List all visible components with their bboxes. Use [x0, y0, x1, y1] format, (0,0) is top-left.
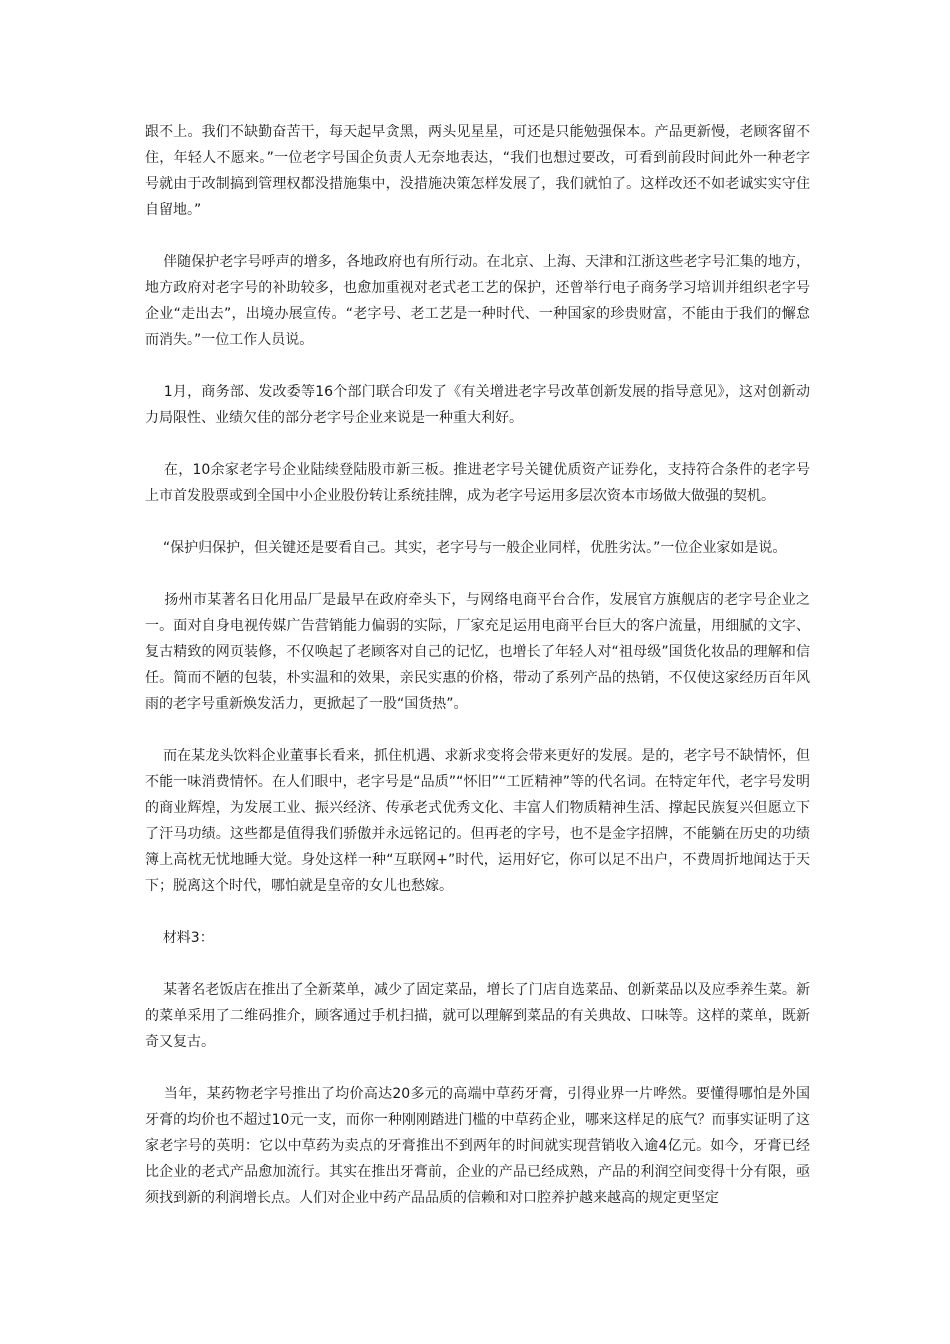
- paragraph-4: 在，10余家老字号企业陆续登陆股市新三板。推进老字号关键优质资产证券化，支持符合条件的老字号上市首发股票或到全国中小企业股份转让系统挂牌，成为老字号运用多层次资本市场做大做强的契机。: [145, 462, 810, 504]
- paragraph-1: 跟不上。我们不缺勤奋苦干，每天起早贪黑，两头见星星，可还是只能勉强保本。产品更新慢，老顾客留不住，年轻人不愿来。”一位老字号国企负责人无奈地表达，“我们也想过要改，可看到前段时间此外一种老字号就由于改制搞到管理权都没措施集中，没措施决策怎样发展了，我们就怕了。这样改还不如老诚实实守住自留地。”: [145, 124, 810, 218]
- paragraph-9: 当年，某药物老字号推出了均价高达20多元的高端中草药牙膏，引得业界一片哗然。要懂得哪怕是外国牙膏的均价也不超过10元一支，而你一种刚刚踏进门槛的中草药企业，哪来这样足的底气？而事实证明了这家老字号的英明：它以中草药为卖点的牙膏推出不到两年的时间就实现营销收入逾4亿元。如今，牙膏已经比企业的老式产品愈加流行。其实在推出牙膏前，企业的产品已经成熟，产品的利润空间变得十分有限，亟须找到新的利润增长点。人们对企业中药产品品质的信赖和对口腔养护越来越高的规定更坚定: [145, 1086, 810, 1206]
- paragraph-3: 1月，商务部、发改委等16个部门联合印发了《有关增进老字号改革创新发展的指导意见》，这对创新动力局限性、业绩欠佳的部分老字号企业来说是一种重大利好。: [145, 384, 810, 426]
- paragraph-8: 某著名老饭店在推出了全新菜单，减少了固定菜品，增长了门店自选菜品、创新菜品以及应季养生菜。新的菜单采用了二维码推介，顾客通过手机扫描，就可以理解到菜品的有关典故、口味等。这样的菜单，既新奇又复古。: [145, 982, 810, 1050]
- paragraph-6: 扬州市某著名日化用品厂是最早在政府牵头下，与网络电商平台合作，发展官方旗舰店的老字号企业之一。面对自身电视传媒广告营销能力偏弱的实际，厂家充足运用电商平台巨大的客户流量，用细腻的文字、复古精致的网页装修，不仅唤起了老顾客对自己的记忆，也增长了年轻人对“祖母级”国货化妆品的理解和信任。简而不陋的包装，朴实温和的效果，亲民实惠的价格，带动了系列产品的热销，不仅使这家经历百年风雨的老字号重新焕发活力，更掀起了一股“国货热”。: [145, 592, 810, 712]
- paragraph-2: 伴随保护老字号呼声的增多，各地政府也有所行动。在北京、上海、天津和江浙这些老字号汇集的地方，地方政府对老字号的补助较多，也愈加重视对老式老工艺的保护，还曾举行电子商务学习培训并组织老字号企业“走出去”，出境办展宣传。“老字号、老工艺是一种时代、一种国家的珍贵财富，不能由于我们的懈怠而消失。”一位工作人员说。: [145, 254, 810, 348]
- paragraph-7: 而在某龙头饮料企业董事长看来，抓住机遇、求新求变将会带来更好的发展。是的，老字号不缺情怀，但不能一味消费情怀。在人们眼中，老字号是“品质”“怀旧”“工匠精神”等的代名词。在特定年代，老字号发明的商业辉煌，为发展工业、振兴经济、传承老式优秀文化、丰富人们物质精神生活、撑起民族复兴但愿立下了汗马功绩。这些都是值得我们骄傲并永远铭记的。但再老的字号，也不是金字招牌，不能躺在历史的功绩簿上高枕无忧地睡大觉。身处这样一种“互联网+”时代，运用好它，你可以足不出户，不费周折地闻达于天下；脱离这个时代，哪怕就是皇帝的女儿也愁嫁。: [145, 748, 810, 894]
- document-page: [145, 119, 810, 1237]
- paragraph-5: “保护归保护，但关键还是要看自己。其实，老字号与一般企业同样，优胜劣汰。”一位企业家如是说。: [145, 540, 787, 556]
- section-heading-material-3: 材料3：: [145, 930, 214, 946]
